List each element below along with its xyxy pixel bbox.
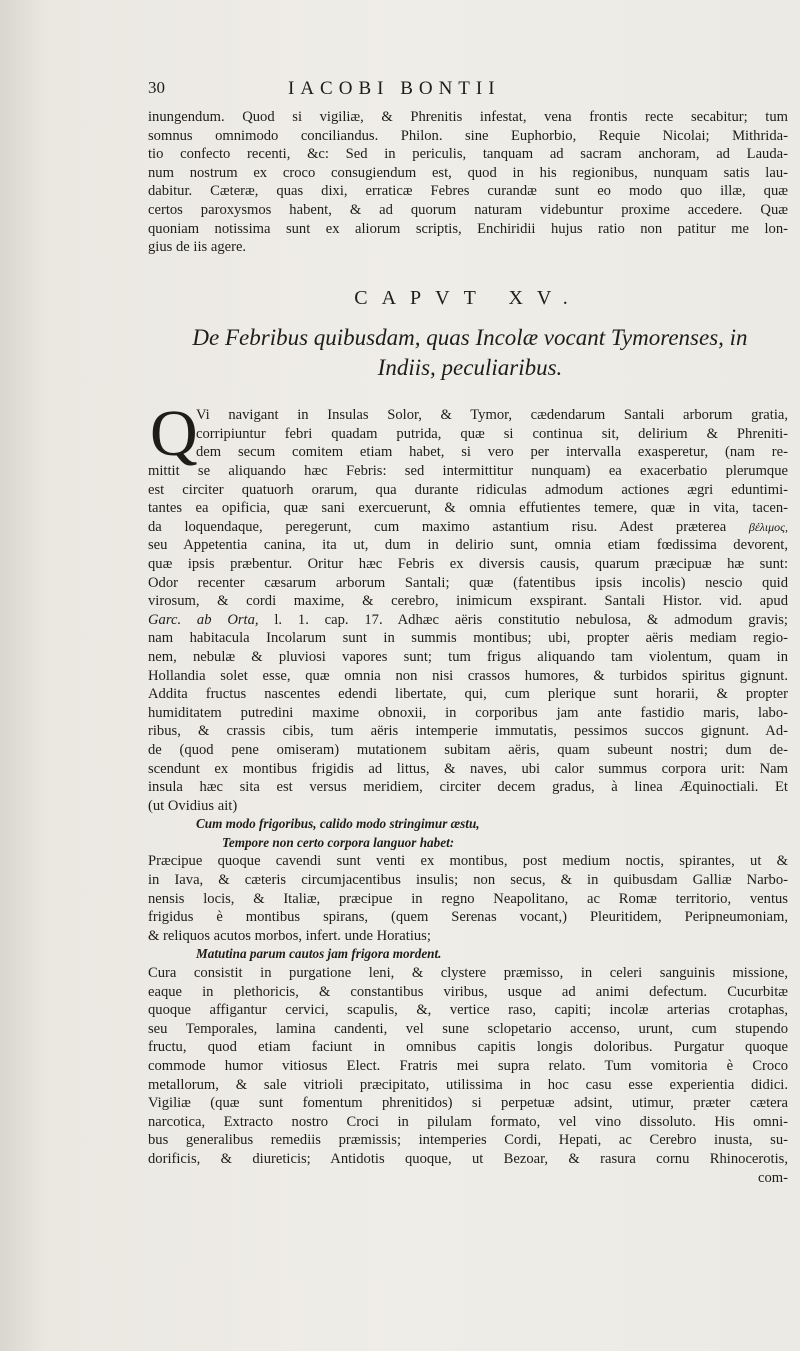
text-line: (ut Ovidius ait) <box>148 797 238 814</box>
text-line: quæ ipsis præbentur. Oritur hæc Febris ex diversis causis, quarum præcipuæ hæ sunt: <box>148 555 788 572</box>
main-text-intro <box>196 406 788 462</box>
citation-author: Garc. ab Orta, <box>148 611 259 628</box>
text-line: inungendum. Quod si vigiliæ, & Phrenitis infestat, vena frontis recte secabitur; tum <box>148 109 788 125</box>
verse-line: Matutina parum cautos jam frigora mordent. <box>196 946 442 962</box>
text-line: num nostrum ex croco consugiendum est, quod in his regionibus, nunquam satis lau- <box>148 164 788 181</box>
text-line: dem secum comitem etiam habet, si vero per intervalla exasperetur, (nam re- <box>196 444 788 461</box>
text-line: seu Temporales, lamina candenti, vel sune sclopetario accenso, urunt, cum stupendo <box>148 1020 788 1037</box>
text-line: de (quod pene omiseram) mutationem subitam aëris, quam subeunt nostri; dum de- <box>148 741 788 758</box>
text-line: gius de iis agere. <box>148 239 247 256</box>
text-line: insula hæc sita est versus meridiem, circiter decem gradus, à linea Æquinoctiali. Et <box>148 779 788 796</box>
text-line: mittit se aliquando hæc Febris: sed intermittitur nunquam) ea exacerbatio plerumque <box>148 463 788 479</box>
text-line: tantes ea opificia, quæ sani exercuerunt, & omnia effutientes temere, quæ in vita, tacen- <box>148 500 788 517</box>
text-line: certos paroxysmos habent, & ad quorum naturam videbuntur proxime accedere. Quæ <box>148 201 788 218</box>
text-segment: da loquendaque, peregerunt, cum maximo astantium risu. Adest præterea <box>148 518 727 535</box>
text-line: Hollandia solet esse, quæ omnia non nisi crassos humores, & turbidos spiritus gignunt. <box>148 667 788 684</box>
top-paragraph <box>148 108 788 257</box>
text-line: Vigiliæ (quæ sunt fomentum phrenitidos) si perpetuæ adsint, utimur, præter cætera <box>148 1095 788 1112</box>
chapter-heading: CAPVT XV. <box>354 287 582 309</box>
text-line: virosum, & cordi maxime, & cerebro, inimicum exspirant. Santali Histor. vid. apud <box>148 593 788 610</box>
text-line: dorificis, & diureticis; Antidotis quoque, ut Bezoar, & rasura cornu Rhinocerotis, <box>148 1150 788 1167</box>
text-line: Addita fructus nascentes edendi libertate, qui, cum plerique sunt horarii, & propter <box>148 686 788 703</box>
text-line <box>148 611 788 630</box>
verse-line: Tempore non certo corpora languor habet: <box>222 834 455 850</box>
text-line: metallorum, & sale vitrioli præcipitato, utilissima in hoc casu esse experientia didici. <box>148 1076 788 1093</box>
text-line: quoque affigantur cervici, scapulis, &, vertice raso, capiti; incolæ arterias crotaphas, <box>148 1002 788 1019</box>
subtitle-line-2: Indiis, peculiaribus. <box>377 355 563 380</box>
text-line: commode humor vitiosus Elect. Fratris mei supra relato. Tum vomitoria è Croco <box>148 1058 788 1074</box>
text-line: Odor recenter cæsarum arborum Santali; quæ (fatentibus ipsis incolis) nescio quid <box>148 574 788 591</box>
drop-cap: Q <box>150 397 198 470</box>
text-line: Cura consistit in purgatione leni, & clystere præmisso, in celeri sanguinis missione, <box>148 965 788 982</box>
text-line: nam habitacula Incolarum sunt in summis montibus; ubi, propter aëris mediam regio- <box>148 630 788 647</box>
text-line <box>148 518 788 537</box>
running-head: IACOBI BONTII <box>288 78 501 99</box>
text-line: ribus, & crassis cibis, tum aëris intemperie immutatis, pessimos succos gignunt. Ad- <box>148 723 788 740</box>
text-line: corripiuntur febri quadam putrida, quæ si continua sit, delirium & Phreniti- <box>196 425 788 442</box>
text-segment: l. 1. cap. 17. Adhæc aëris constitutio nebulosa, & admodum gravis; <box>274 611 788 628</box>
text-line: nensis locis, & Italiæ, præcipue in regno Neapolitano, ac Romæ territorio, ventus <box>148 890 788 907</box>
text-line: bus generalibus remediis præmissis; intemperies Cordi, Hepati, ac Cerebro inusta, su- <box>148 1132 788 1149</box>
text-line: frigidus è montibus spirans, (quem Serenas vocant,) Pleuritidem, Peripneumoniam, <box>148 909 788 926</box>
text-line: seu Appetentia canina, ita ut, dum in delirio sunt, omnia etiam fœdissima devorent, <box>148 537 788 554</box>
text-line: tio confecto recenti, &c: Sed in periculis, tanquam ad sacram anchoram, ad Lauda- <box>148 146 788 163</box>
catchword: com- <box>758 1169 788 1186</box>
verse-line: Cum modo frigoribus, calido modo stringimur æstu, <box>196 816 480 832</box>
page-number: 30 <box>148 78 165 97</box>
main-text-body <box>148 462 788 1187</box>
greek-word: βέλιμος, <box>748 519 788 534</box>
text-line: Præcipue quoque cavendi sunt venti ex montibus, post medium noctis, spirantes, ut & <box>148 853 788 870</box>
text-line: & reliquos acutos morbos, infert. unde Horatius; <box>148 927 431 944</box>
subtitle-line-1: De Febribus quibusdam, quas Incolæ vocant Tymorenses, in <box>192 325 748 350</box>
page-header <box>148 78 746 102</box>
text-line: scendunt ex montibus frigidis ad littus, & naves, ubi calor summus corpora urit: Nam <box>148 760 788 777</box>
text-line: est circiter quatuorh orarum, qua durante ridiculas admodum actiones ægri eduntimi- <box>148 481 788 498</box>
text-line: narcotica, Extracto nostro Croci in pilulam formato, vel vino dissoluto. His omni- <box>148 1113 788 1130</box>
text-line: fructu, quod etiam faciunt in omnibus capitis longis doloribus. Purgatur quoque <box>148 1039 788 1056</box>
text-line: dabitur. Cæteræ, quas dixi, erraticæ Febres curandæ sunt eo modo quo illæ, quæ <box>148 183 788 200</box>
chapter-subtitle <box>150 323 790 383</box>
text-line: eaque in plethoricis, & constantibus viribus, usque ad animi defectum. Cucurbitæ <box>148 983 788 1000</box>
text-line: humiditatem putredini maxime obnoxii, in corporibus jam ante fastidio maris, labo- <box>148 704 788 721</box>
text-line: in Iava, & cæteris circumjacentibus insulis; non secus, & in quibusdam Galliæ Narbo- <box>148 872 788 889</box>
text-line: quoniam notissima sunt ex aliorum scriptis, Enchiridii hujus ratio non patitur me lon- <box>148 220 788 237</box>
text-line: somnus omnimodo conciliandus. Philon. sine Euphorbio, Requie Nicolai; Mithrida- <box>148 127 788 144</box>
text-line: Vi navigant in Insulas Solor, & Tymor, cædendarum Santali arborum gratia, <box>196 407 788 423</box>
text-line: nem, nebulæ & pluviosi vapores sunt; tum frigus aliquando tam violentum, quam in <box>148 648 788 665</box>
